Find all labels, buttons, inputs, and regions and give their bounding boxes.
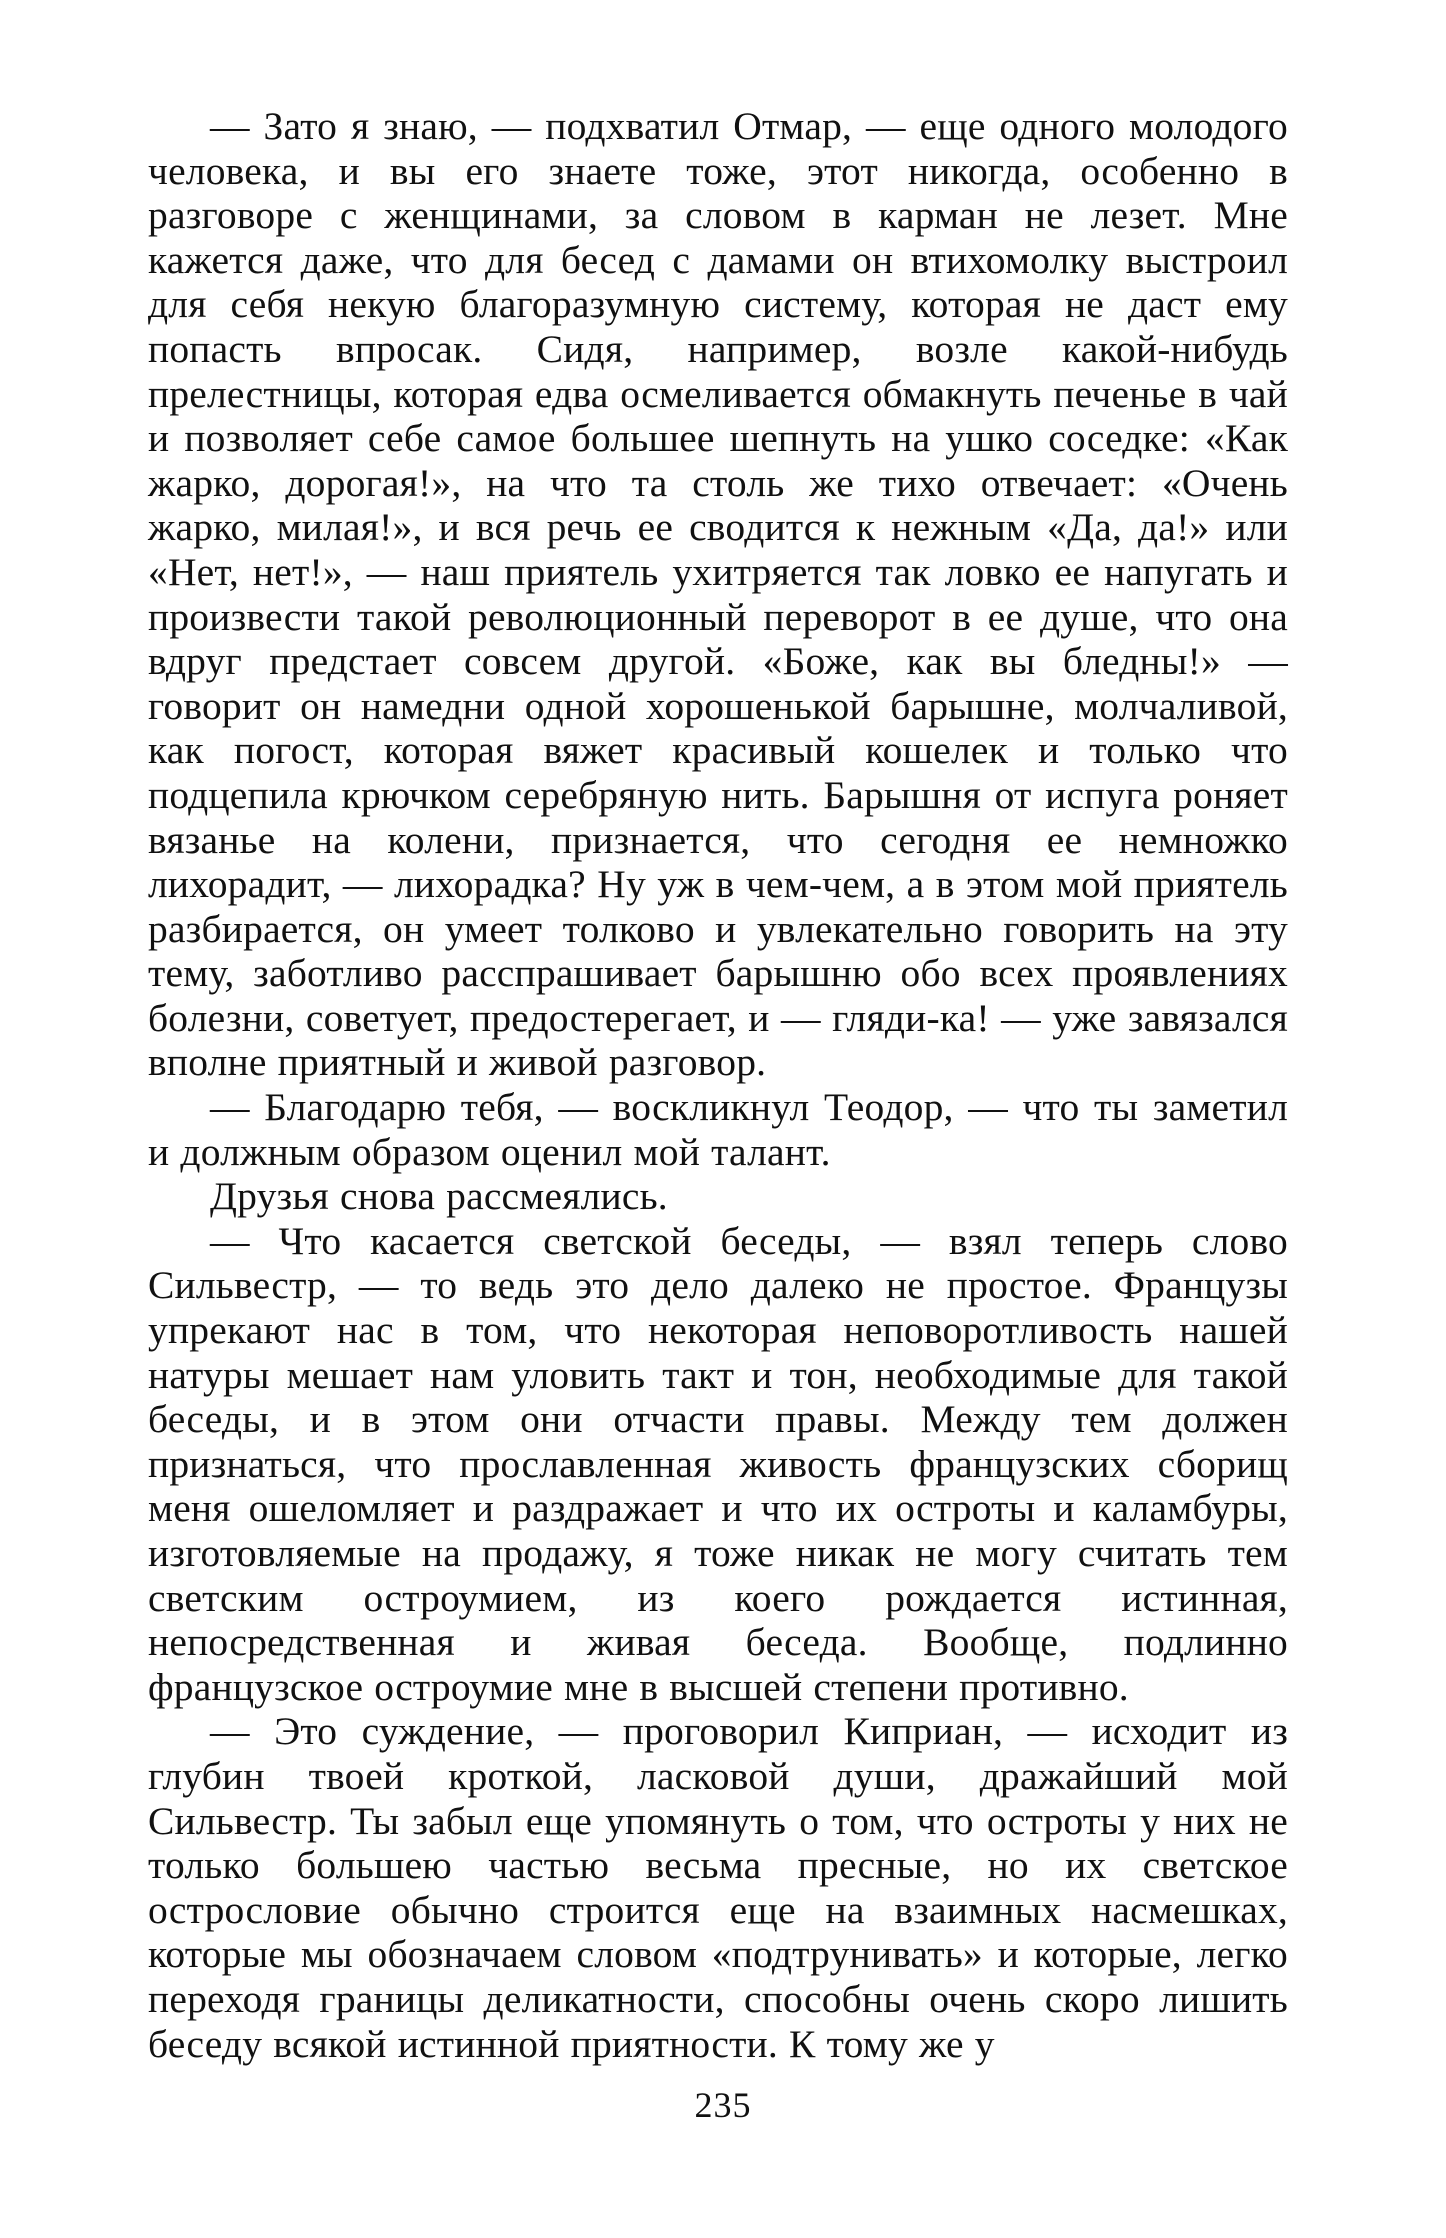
text-block — [148, 104, 1288, 2066]
paragraph-friends-laughed: Друзья снова рассмеялись. — [210, 1174, 668, 1219]
page-number: 235 — [694, 2085, 752, 2125]
paragraph-otmar: — Зато я знаю, — подхватил Отмар, — еще одного молодого человека, и вы его знаете тоже, этот никогда, особенно в разговоре с женщинами, за словом в карман не лезет. Мне кажется даже, что для бесед с дамами он втихомолку выстроил для себя некую благоразумную систему, которая не даст ему попасть впросак. Сидя, например, возле какой-нибудь прелестницы, которая едва осмеливается обмакнуть печенье в чай и позволяет себе самое большее шепнуть на ушко соседке: «Как жарко, дорогая!», на что та столь же тихо отвечает: «Очень жарко, милая!», и вся речь ее сводится к нежным «Да, да!» или «Нет, нет!», — наш приятель ухитряется так ловко ее напугать и произвести такой революционный переворот в ее душе, что она вдруг предстает совсем другой. «Боже, как вы бледны!» — говорит он намедни одной хорошенькой барышне, молчаливой, как погост, которая вяжет красивый кошелек и только что подцепила крючком серебряную нить. Барышня от испуга роняет вязанье на колени, признается, что сегодня ее немножко лихорадит, — лихорадка? Ну уж в чем-чем, а в этом мой приятель разбирается, он умеет толково и увлекательно говорить на эту тему, заботливо расспрашивает барышню обо всех проявлениях болезни, советует, предостерегает, и — гляди-ка! — уже завязался вполне приятный и живой разговор. — [148, 104, 1288, 1085]
paragraph-sylvester: — Что касается светской беседы, — взял теперь слово Сильвестр, — то ведь это дело далеко не простое. Французы упрекают нас в том, что некоторая неповоротливость нашей натуры мешает нам уловить такт и тон, необходимые для такой беседы, и в этом они отчасти правы. Между тем должен признаться, что прославленная живость французских сборищ меня ошеломляет и раздражает и что их остроты и каламбуры, изготовляемые на продажу, я тоже никак не могу считать тем светским остроумием, из коего рождается истинная, непосредственная и живая беседа. Вообще, подлинно французское остроумие мне в высшей степени противно. — [148, 1218, 1288, 1709]
paragraph-cyprian: — Это суждение, — проговорил Киприан, — исходит из глубин твоей кроткой, ласковой души, дражайший мой Сильвестр. Ты забыл еще упомянуть о том, что остроты у них не только большею частью весьма пресные, но их светское острословие обычно строится еще на взаимных насмешках, которые мы обозначаем словом «подтрунивать» и которые, легко переходя границы деликатности, способны очень скоро лишить беседу всякой истинной приятности. К тому же у — [148, 1709, 1288, 2066]
paragraph-theodor: — Благодарю тебя, — воскликнул Теодор, — что ты заметил и должным образом оценил мой талант. — [148, 1085, 1288, 1174]
